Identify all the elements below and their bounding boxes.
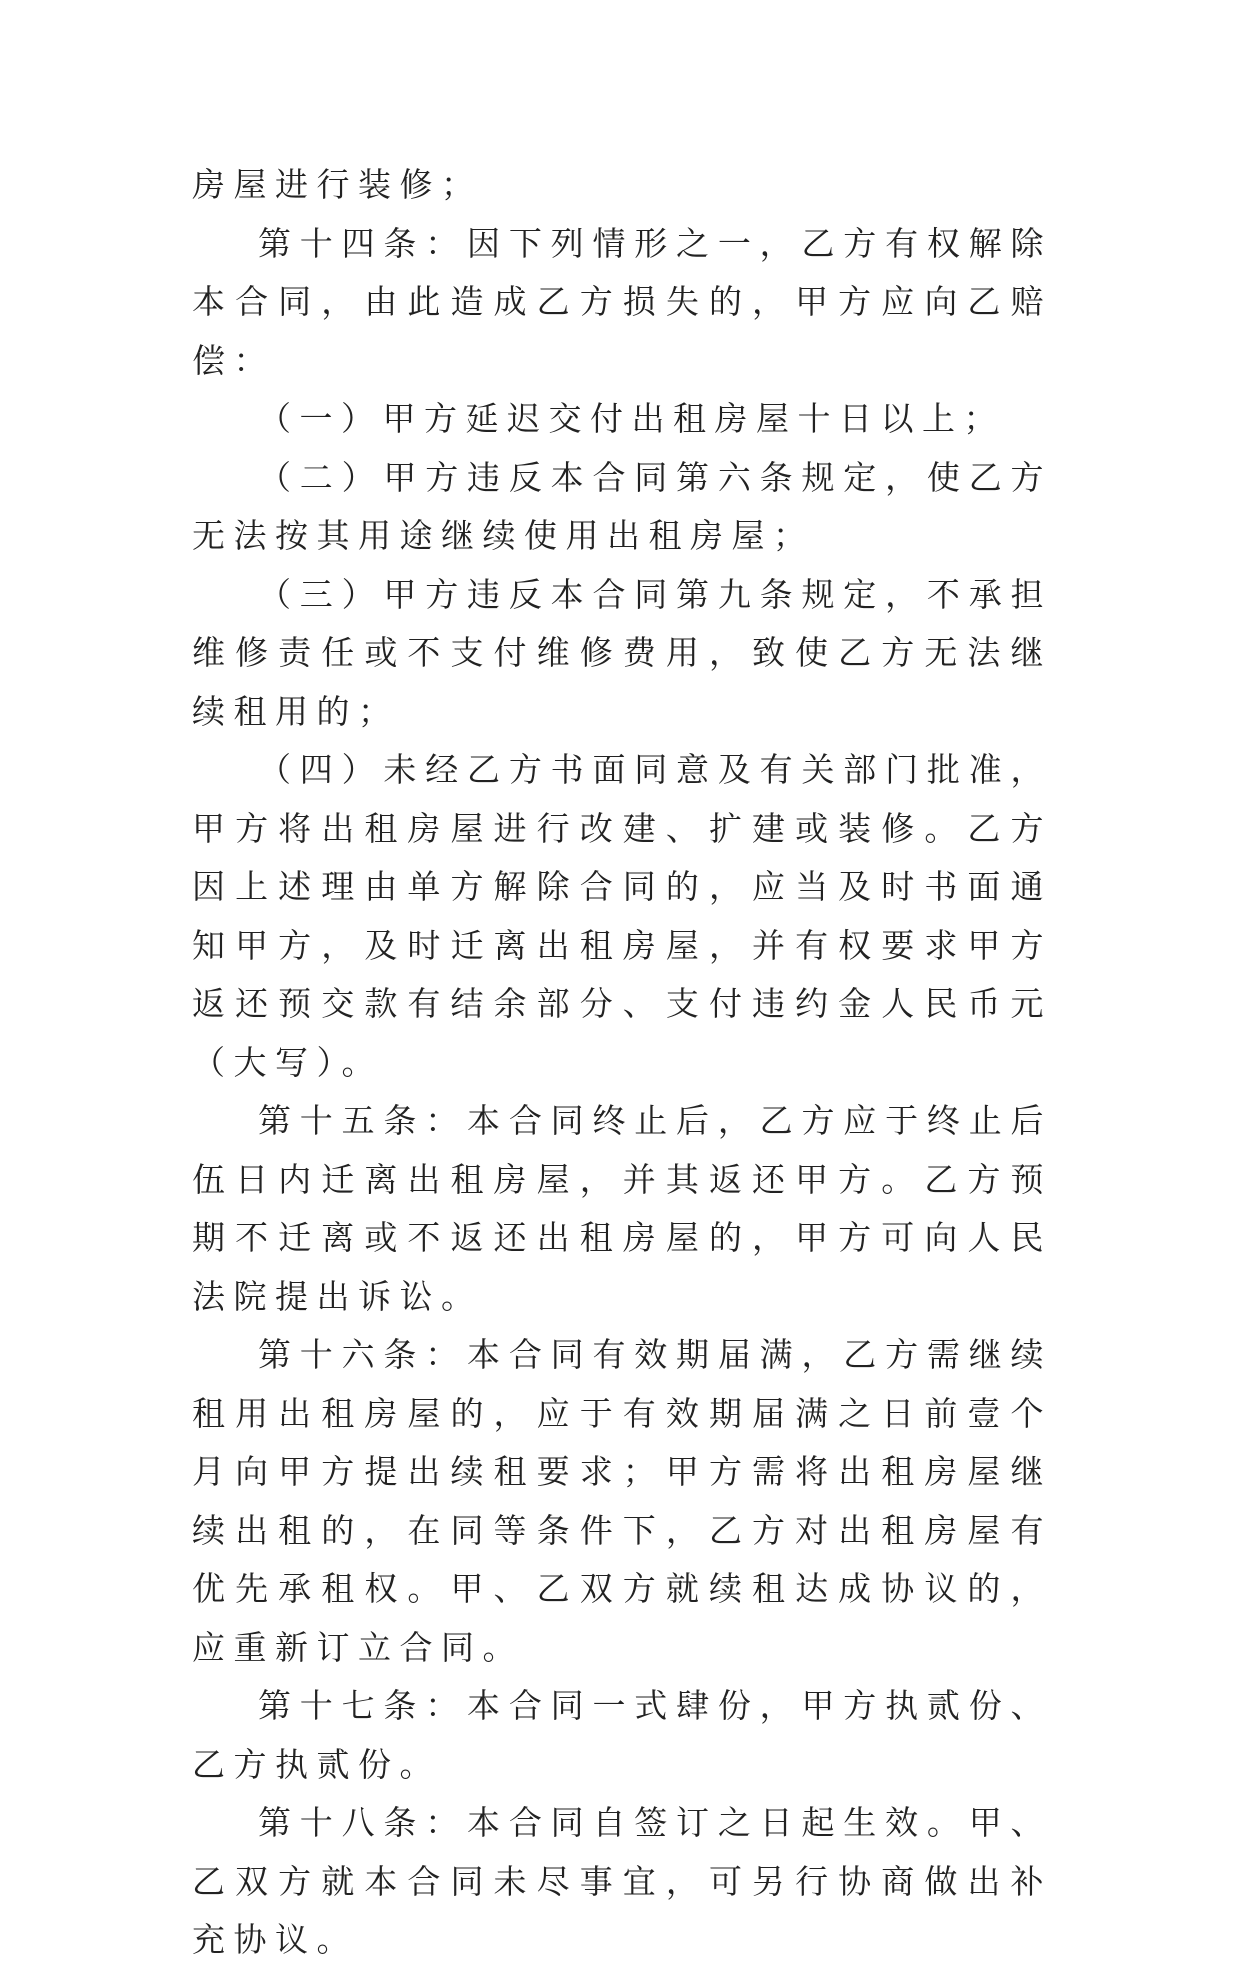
article-14-item-2: （二）甲方违反本合同第六条规定，使乙方无法按其用途继续使用出租房屋； bbox=[192, 457, 1052, 555]
paragraph-continuation: 房屋进行装修； bbox=[192, 165, 483, 204]
article-15: 第十五条：本合同终止后，乙方应于终止后伍日内迁离出租房屋，并其返还甲方。乙方预期不迁离或不返还出租房屋的，甲方可向人民法院提出诉讼。 bbox=[192, 1101, 1052, 1316]
article-14-item-3: （三）甲方违反本合同第九条规定，不承担维修责任或不支付维修费用，致使乙方无法继续租用的； bbox=[192, 574, 1052, 731]
article-18: 第十八条：本合同自签订之日起生效。甲、乙双方就本合同未尽事宜，可另行协商做出补充协议。 bbox=[192, 1803, 1052, 1959]
document-body bbox=[192, 156, 1052, 1970]
article-14-item-1: （一）甲方延迟交付出租房屋十日以上； bbox=[258, 399, 1005, 438]
article-14: 第十四条：因下列情形之一，乙方有权解除本合同，由此造成乙方损失的，甲方应向乙赔偿： bbox=[192, 223, 1052, 380]
article-16: 第十六条：本合同有效期届满，乙方需继续租用出租房屋的，应于有效期届满之日前壹个月向甲方提出续租要求；甲方需将出租房屋继续出租的，在同等条件下，乙方对出租房屋有优先承租权。甲、乙双方就续租达成协议的，应重新订立合同。 bbox=[192, 1335, 1052, 1667]
article-17: 第十七条：本合同一式肆份，甲方执贰份、乙方执贰份。 bbox=[192, 1686, 1052, 1784]
article-14-item-4: （四）未经乙方书面同意及有关部门批准，甲方将出租房屋进行改建、扩建或装修。乙方因上述理由单方解除合同的，应当及时书面通知甲方，及时迁离出租房屋，并有权要求甲方返还预交款有结余部分、支付违约金人民币元（大写）。 bbox=[192, 750, 1052, 1082]
